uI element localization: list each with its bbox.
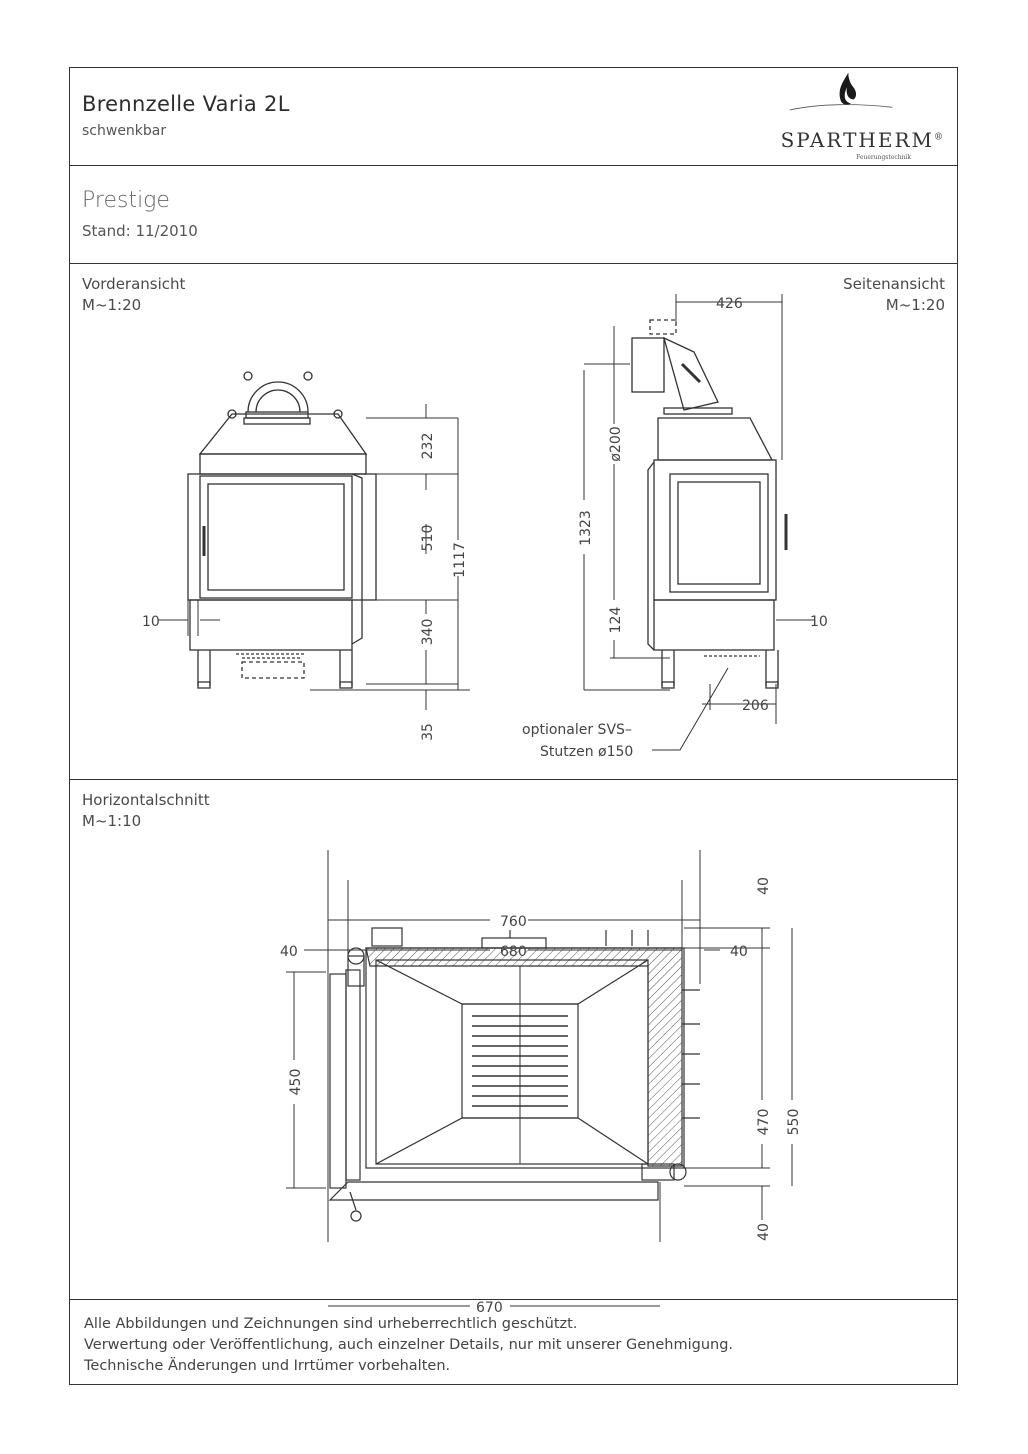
dim-35: 35 — [420, 723, 436, 741]
front-view-drawing — [188, 372, 376, 688]
dim-40-bottom: 40 — [756, 1223, 772, 1241]
dim-680: 680 — [500, 944, 527, 960]
dim-40-top: 40 — [756, 877, 772, 895]
side-view-drawing — [632, 320, 786, 688]
dim-510: 510 — [420, 524, 436, 552]
horizontal-section-drawing — [70, 780, 956, 1316]
svs-note-line2: Stutzen ø150 — [540, 744, 634, 760]
dim-10-side: 10 — [810, 614, 828, 630]
drawing-sheet — [69, 67, 958, 1385]
brand-tagline: Feuerungstechnik — [856, 154, 911, 161]
dim-124: 124 — [608, 606, 624, 634]
dim-206: 206 — [742, 698, 769, 714]
flame-logo-icon — [749, 70, 929, 130]
dim-1323: 1323 — [578, 510, 594, 546]
page-title: Brennzelle Varia 2L — [82, 92, 290, 116]
dim-670: 670 — [476, 1300, 503, 1316]
section-view-title: Horizontalschnitt — [82, 791, 210, 809]
copyright-notice — [84, 1314, 733, 1377]
dim-1117: 1117 — [452, 542, 468, 578]
dim-760: 760 — [500, 914, 527, 930]
dim-550: 550 — [786, 1108, 802, 1136]
dim-232: 232 — [420, 432, 436, 460]
views-block — [70, 264, 957, 780]
footer-line-3: Technische Änderungen und Irrtümer vorbehalten. — [84, 1358, 451, 1374]
model-name: Prestige — [82, 188, 170, 213]
footer-block — [70, 1300, 957, 1386]
page-subtitle: schwenkbar — [82, 123, 167, 139]
dim-ø200: ø200 — [608, 426, 624, 462]
dim-426: 426 — [716, 296, 743, 312]
front-view-title: Vorderansicht — [82, 275, 186, 293]
side-view-scale: M~1:20 — [885, 296, 945, 314]
brand-name: SPARTHERM® — [780, 128, 943, 152]
svs-note-line1: optionaler SVS– — [522, 722, 632, 738]
section-block — [70, 780, 957, 1316]
dim-10-front: 10 — [142, 614, 160, 630]
dim-40-left: 40 — [280, 944, 298, 960]
footer-line-2: Verwertung oder Veröffentlichung, auch einzelner Details, nur mit unserer Genehmigung. — [84, 1337, 734, 1353]
section-view-scale: M~1:10 — [82, 812, 142, 830]
footer-line-1: Alle Abbildungen und Zeichnungen sind urheberrechtlich geschützt. — [84, 1316, 578, 1332]
registered-mark: ® — [934, 132, 943, 143]
dim-450: 450 — [288, 1068, 304, 1096]
dim-40-right: 40 — [730, 944, 748, 960]
revision-stand: Stand: 11/2010 — [82, 222, 198, 240]
dim-470: 470 — [756, 1108, 772, 1136]
side-view-title: Seitenansicht — [843, 275, 945, 293]
dim-340: 340 — [420, 618, 436, 646]
title-block — [70, 68, 957, 166]
front-view-scale: M~1:20 — [82, 296, 142, 314]
front-side-drawings — [70, 264, 956, 780]
model-block — [70, 166, 957, 264]
